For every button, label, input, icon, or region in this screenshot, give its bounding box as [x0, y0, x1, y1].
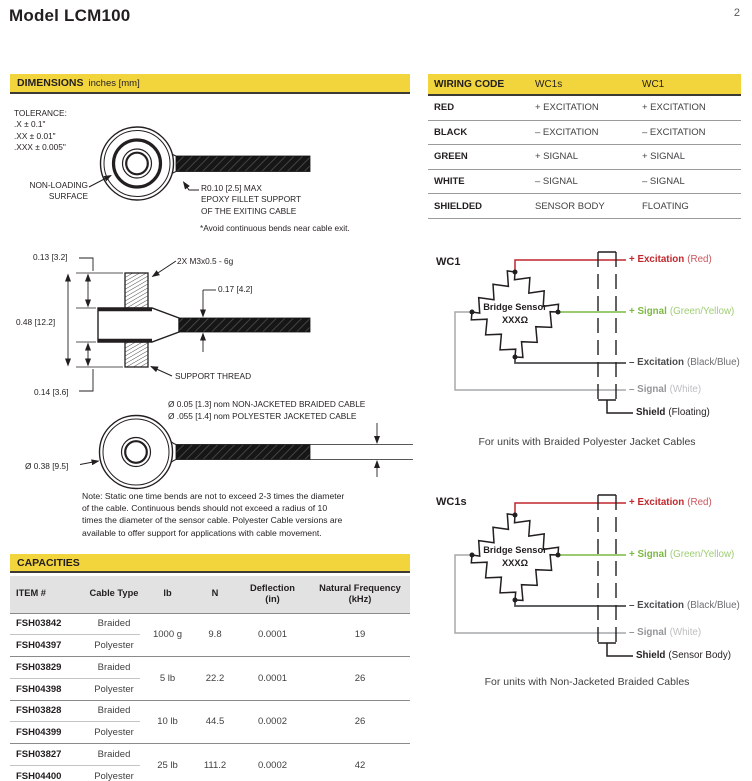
- wc1s-excitation-neg-label: – Excitation (Black/Blue): [629, 600, 740, 611]
- wire-function-wc1s: – SIGNAL: [533, 169, 640, 194]
- wire-function-wc1: + SIGNAL: [640, 145, 741, 170]
- wiring-row-red: [428, 95, 741, 120]
- wc1-signal-neg-label: – Signal (White): [629, 384, 702, 395]
- wiring-code-header-row: [428, 74, 741, 95]
- wiring-code-title: WIRING CODE: [428, 74, 533, 95]
- wc1s-excitation-pos-label: + Excitation (Red): [629, 497, 712, 508]
- cable-type: Polyester: [88, 635, 140, 657]
- capacity-lb: 25 lb: [140, 744, 195, 781]
- wc1-excitation-pos-label: + Excitation (Red): [629, 254, 712, 265]
- wc1-label: WC1: [436, 256, 461, 268]
- top-stud-dim-label: 0.13 [3.2]: [33, 252, 68, 262]
- wire-color-label: RED: [428, 95, 533, 120]
- wiring-code-col-wc1s: WC1s: [533, 74, 640, 95]
- item-number: FSH03842: [10, 613, 88, 635]
- cable-type: Polyester: [88, 678, 140, 700]
- dimensions-title: DIMENSIONS: [17, 77, 84, 89]
- wc1-bridge-ohms: XXXΩ: [501, 315, 529, 325]
- cable-type: Polyester: [88, 722, 140, 744]
- wire-function-wc1s: + EXCITATION: [533, 95, 640, 120]
- natural-frequency: 26: [310, 657, 410, 701]
- capacities-table: [10, 576, 410, 781]
- wire-color-label: GREEN: [428, 145, 533, 170]
- wiring-row-white: [428, 169, 741, 194]
- cable-type: Braided: [88, 744, 140, 766]
- page-number: 2: [733, 7, 740, 19]
- bottom-stud-dim-label: 0.14 [3.6]: [34, 387, 69, 397]
- capacity-lb: 5 lb: [140, 657, 195, 701]
- wire-function-wc1s: – EXCITATION: [533, 120, 640, 145]
- overall-height-dim-label: 0.48 [12.2]: [16, 317, 56, 327]
- avoid-bends-note: *Avoid continuous bends near cable exit.: [200, 223, 350, 233]
- col-cable-type: Cable Type: [88, 576, 140, 614]
- item-number: FSH03829: [10, 657, 88, 679]
- wire-function-wc1s: SENSOR BODY: [533, 194, 640, 219]
- wiring-code-table: [428, 74, 741, 219]
- epoxy-fillet-label: R0.10 [2.5] MAX EPOXY FILLET SUPPORT OF THE EXITING CABLE: [201, 183, 302, 216]
- deflection: 0.0002: [235, 744, 310, 781]
- wc1s-signal-pos-label: + Signal (Green/Yellow): [629, 549, 735, 560]
- bottom-view-drawing: [80, 416, 413, 489]
- wc1s-circuit: [455, 495, 633, 656]
- braided-cable-dia-label: Ø 0.05 [1.3] nom NON-JACKETED BRAIDED CABLE: [168, 399, 366, 409]
- deflection: 0.0002: [235, 700, 310, 744]
- capacity-n: 111.2: [195, 744, 235, 781]
- cable-type: Braided: [88, 657, 140, 679]
- wc1s-shield-label: Shield (Sensor Body): [636, 650, 732, 661]
- capacity-lb: 1000 g: [140, 613, 195, 657]
- capacity-n: 22.2: [195, 657, 235, 701]
- wc1-circuit: [455, 252, 633, 413]
- dimensions-units: inches [mm]: [88, 77, 140, 89]
- wc1s-signal-neg-label: – Signal (White): [629, 627, 702, 638]
- cable-type: Braided: [88, 613, 140, 635]
- capacity-n: 9.8: [195, 613, 235, 657]
- capacity-row: [10, 744, 410, 766]
- capacity-row: [10, 613, 410, 635]
- wire-function-wc1: – EXCITATION: [640, 120, 741, 145]
- support-thread-label: SUPPORT THREAD: [175, 371, 252, 381]
- capacity-n: 44.5: [195, 700, 235, 744]
- cable-height-dim-label: 0.17 [4.2]: [218, 284, 253, 294]
- item-number: FSH04397: [10, 635, 88, 657]
- wc1s-bridge-label: Bridge Sensor: [483, 545, 547, 555]
- capacities-header-row: [10, 576, 410, 614]
- item-number: FSH03828: [10, 700, 88, 722]
- natural-frequency: 42: [310, 744, 410, 781]
- wc1-signal-pos-label: + Signal (Green/Yellow): [629, 306, 735, 317]
- deflection: 0.0001: [235, 613, 310, 657]
- item-number: FSH03827: [10, 744, 88, 766]
- wire-function-wc1s: + SIGNAL: [533, 145, 640, 170]
- wire-color-label: SHIELDED: [428, 194, 533, 219]
- col-frequency: Natural Frequency (kHz): [310, 576, 410, 614]
- col-n: N: [195, 576, 235, 614]
- natural-frequency: 26: [310, 700, 410, 744]
- item-number: FSH04400: [10, 765, 88, 781]
- cable-type: Braided: [88, 700, 140, 722]
- dimensions-section-header: [10, 74, 410, 94]
- col-item: ITEM #: [10, 576, 88, 614]
- item-number: FSH04399: [10, 722, 88, 744]
- wc1s-bridge-ohms: XXXΩ: [501, 558, 529, 568]
- deflection: 0.0001: [235, 657, 310, 701]
- item-number: FSH04398: [10, 678, 88, 700]
- wc1-bridge-label: Bridge Sensor: [483, 302, 547, 312]
- wiring-row-black: [428, 120, 741, 145]
- cable-type: Polyester: [88, 765, 140, 781]
- wc1-excitation-neg-label: – Excitation (Black/Blue): [629, 357, 740, 368]
- wiring-row-shielded: [428, 194, 741, 219]
- non-loading-surface-label: NON-LOADING SURFACE: [29, 180, 88, 202]
- wiring-row-green: [428, 145, 741, 170]
- capacity-lb: 10 lb: [140, 700, 195, 744]
- wire-function-wc1: – SIGNAL: [640, 169, 741, 194]
- page-title: Model LCM100: [9, 6, 131, 25]
- wiring-code-col-wc1: WC1: [640, 74, 741, 95]
- dimensions-drawing: [0, 96, 420, 556]
- wc1-caption: For units with Braided Polyester Jacket Cables: [478, 436, 696, 448]
- bend-radius-note: Note: Static one time bends are not to exceed 2-3 times the diameter of the cable. Continuous bends should not exceed a radius of 10 times the diameter of the sensor cable. Polyester Cable versions are available to offer support for applications with cable movement.: [82, 491, 345, 538]
- wc1s-label: WC1s: [436, 496, 467, 508]
- capacities-title: CAPACITIES: [17, 556, 80, 569]
- col-lb: lb: [140, 576, 195, 614]
- wc1-shield-label: Shield (Floating): [636, 407, 710, 418]
- wire-color-label: BLACK: [428, 120, 533, 145]
- wire-color-label: WHITE: [428, 169, 533, 194]
- capacities-section-header: [10, 554, 410, 573]
- capacity-row: [10, 657, 410, 679]
- col-deflection: Deflection (in): [235, 576, 310, 614]
- thread-spec-label: 2X M3x0.5 - 6g: [177, 256, 234, 266]
- wire-function-wc1: FLOATING: [640, 194, 741, 219]
- polyester-cable-dia-label: Ø .055 [1.4] nom POLYESTER JACKETED CABLE: [168, 411, 357, 421]
- body-diameter-label: Ø 0.38 [9.5]: [25, 461, 69, 471]
- natural-frequency: 19: [310, 613, 410, 657]
- tolerance-note: TOLERANCE: .X ± 0.1" .XX ± 0.01" .XXX ± 0.005": [14, 108, 67, 152]
- capacity-row: [10, 700, 410, 722]
- wc1s-caption: For units with Non-Jacketed Braided Cables: [484, 676, 690, 688]
- wire-function-wc1: + EXCITATION: [640, 95, 741, 120]
